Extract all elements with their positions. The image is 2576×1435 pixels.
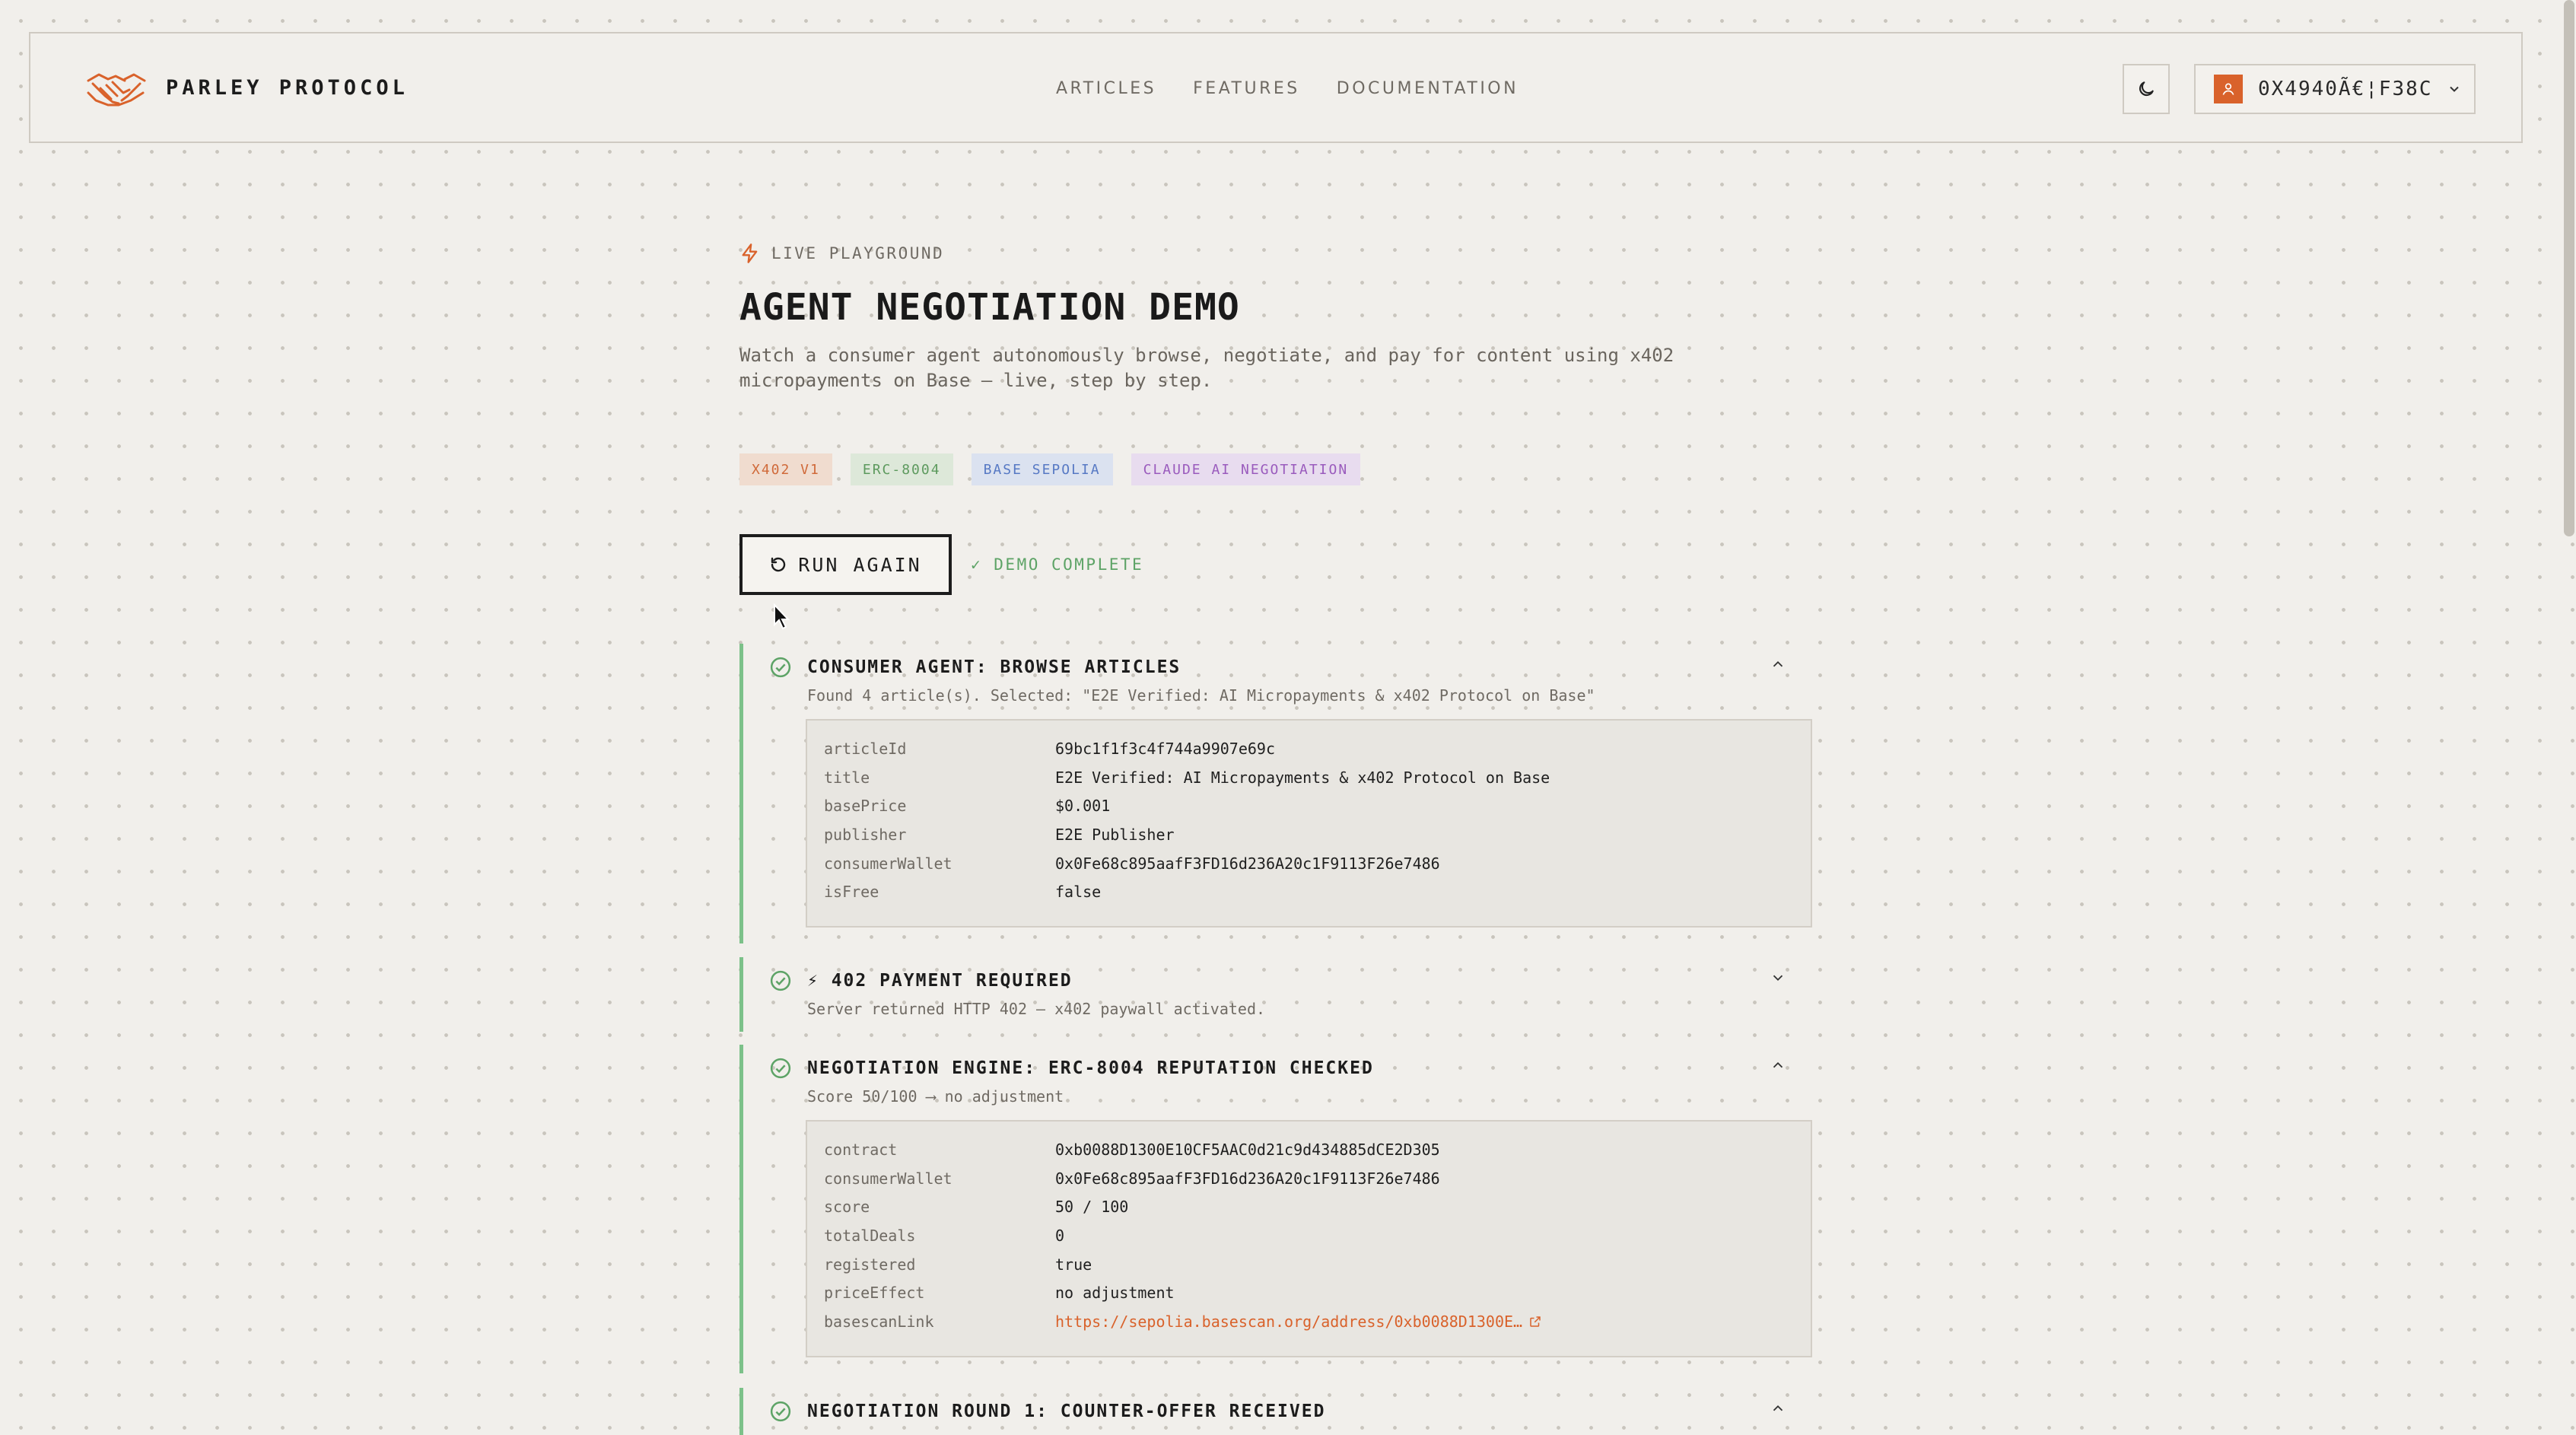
page-scrollbar[interactable] xyxy=(2564,0,2574,536)
nav-articles[interactable]: ARTICLES xyxy=(1056,79,1157,98)
detail-row: articleId 69bc1f1f3c4f744a9907e69c xyxy=(824,739,1275,758)
check-circle-icon xyxy=(769,656,792,679)
refresh-icon xyxy=(769,555,787,574)
wallet-address: 0X4940Ã€¦F38C xyxy=(2258,78,2433,100)
tag-claude-ai: CLAUDE AI NEGOTIATION xyxy=(1131,453,1361,485)
chevron-up-icon[interactable] xyxy=(1770,1057,1786,1074)
eyebrow-label: LIVE PLAYGROUND xyxy=(771,244,945,262)
step-description: Server returned HTTP 402 — x402 paywall activated. xyxy=(807,1000,1266,1018)
step-details xyxy=(806,1120,1812,1357)
tag-list xyxy=(739,453,1360,485)
detail-row: basescanLink https://sepolia.basescan.org/address/0xb0088D1300E… xyxy=(824,1307,1811,1336)
moon-icon xyxy=(2136,79,2156,99)
detail-row: registered true xyxy=(824,1255,1092,1274)
wallet-account-button[interactable] xyxy=(2194,64,2476,114)
detail-row: publisher E2E Publisher xyxy=(824,825,1175,844)
detail-row: consumerWallet 0x0Fe68c895aafF3FD16d236A20c1F9113F26e7486 xyxy=(824,854,1440,873)
brand-name[interactable]: PARLEY PROTOCOL xyxy=(166,76,409,100)
step-browse-articles xyxy=(739,644,1812,943)
tag-erc8004: ERC-8004 xyxy=(851,453,953,485)
handshake-logo-icon[interactable] xyxy=(85,70,148,108)
detail-row: priceEffect no adjustment xyxy=(824,1284,1175,1303)
user-avatar-icon xyxy=(2214,75,2243,103)
detail-row: consumerWallet 0x0Fe68c895aafF3FD16d236A20c1F9113F26e7486 xyxy=(824,1169,1440,1188)
eyebrow xyxy=(739,242,944,265)
step-negotiation-round-1 xyxy=(739,1388,1812,1435)
external-link-icon xyxy=(1528,1315,1542,1328)
chevron-up-icon[interactable] xyxy=(1770,656,1786,673)
run-again-label: RUN AGAIN xyxy=(798,553,922,576)
chevron-down-icon[interactable] xyxy=(1770,969,1786,986)
detail-row: totalDeals 0 xyxy=(824,1226,1065,1245)
check-circle-icon xyxy=(769,1400,792,1423)
step-details xyxy=(806,719,1812,928)
step-payment-required xyxy=(739,957,1812,1032)
detail-row: basePrice $0.001 xyxy=(824,797,1111,816)
page-subtitle: Watch a consumer agent autonomously browse, negotiate, and pay for content using x402 micropayments on Base — live, step by step. xyxy=(739,345,1674,391)
nav-documentation[interactable]: DOCUMENTATION xyxy=(1336,79,1519,98)
detail-row: isFree false xyxy=(824,883,1102,902)
basescan-link[interactable]: https://sepolia.basescan.org/address/0xb0088D1300E… xyxy=(1055,1312,1542,1331)
theme-toggle-button[interactable] xyxy=(2123,64,2170,114)
check-circle-icon xyxy=(769,969,792,992)
mouse-cursor-icon xyxy=(773,603,791,631)
top-navbar xyxy=(29,32,2523,143)
step-reputation-checked xyxy=(739,1045,1812,1373)
main-nav xyxy=(1056,79,1519,98)
chevron-up-icon[interactable] xyxy=(1770,1400,1786,1417)
tag-base-sepolia: BASE SEPOLIA xyxy=(972,453,1113,485)
detail-row: title E2E Verified: AI Micropayments & x402 Protocol on Base xyxy=(824,768,1550,787)
step-title[interactable]: NEGOTIATION ENGINE: ERC-8004 REPUTATION CHECKED xyxy=(807,1058,1374,1078)
tag-x402: X402 V1 xyxy=(739,453,832,485)
step-description: Score 50/100 ⟶ no adjustment xyxy=(807,1087,1064,1106)
run-again-button[interactable] xyxy=(739,534,952,595)
step-title[interactable]: CONSUMER AGENT: BROWSE ARTICLES xyxy=(807,657,1181,677)
chevron-down-icon xyxy=(2447,81,2462,97)
lightning-icon xyxy=(739,242,761,265)
step-title[interactable]: NEGOTIATION ROUND 1: COUNTER-OFFER RECEIVED xyxy=(807,1402,1326,1421)
nav-features[interactable]: FEATURES xyxy=(1193,79,1300,98)
page-title: AGENT NEGOTIATION DEMO xyxy=(739,286,1240,329)
check-circle-icon xyxy=(769,1057,792,1080)
step-description: Found 4 article(s). Selected: "E2E Verified: AI Micropayments & x402 Protocol on Base" xyxy=(807,686,1595,705)
step-title[interactable]: ⚡ 402 PAYMENT REQUIRED xyxy=(807,971,1073,991)
demo-status: ✓ DEMO COMPLETE xyxy=(971,555,1144,574)
detail-row: contract 0xb0088D1300E10CF5AAC0d21c9d434885dCE2D305 xyxy=(824,1140,1440,1159)
detail-row: score 50 / 100 xyxy=(824,1198,1129,1217)
